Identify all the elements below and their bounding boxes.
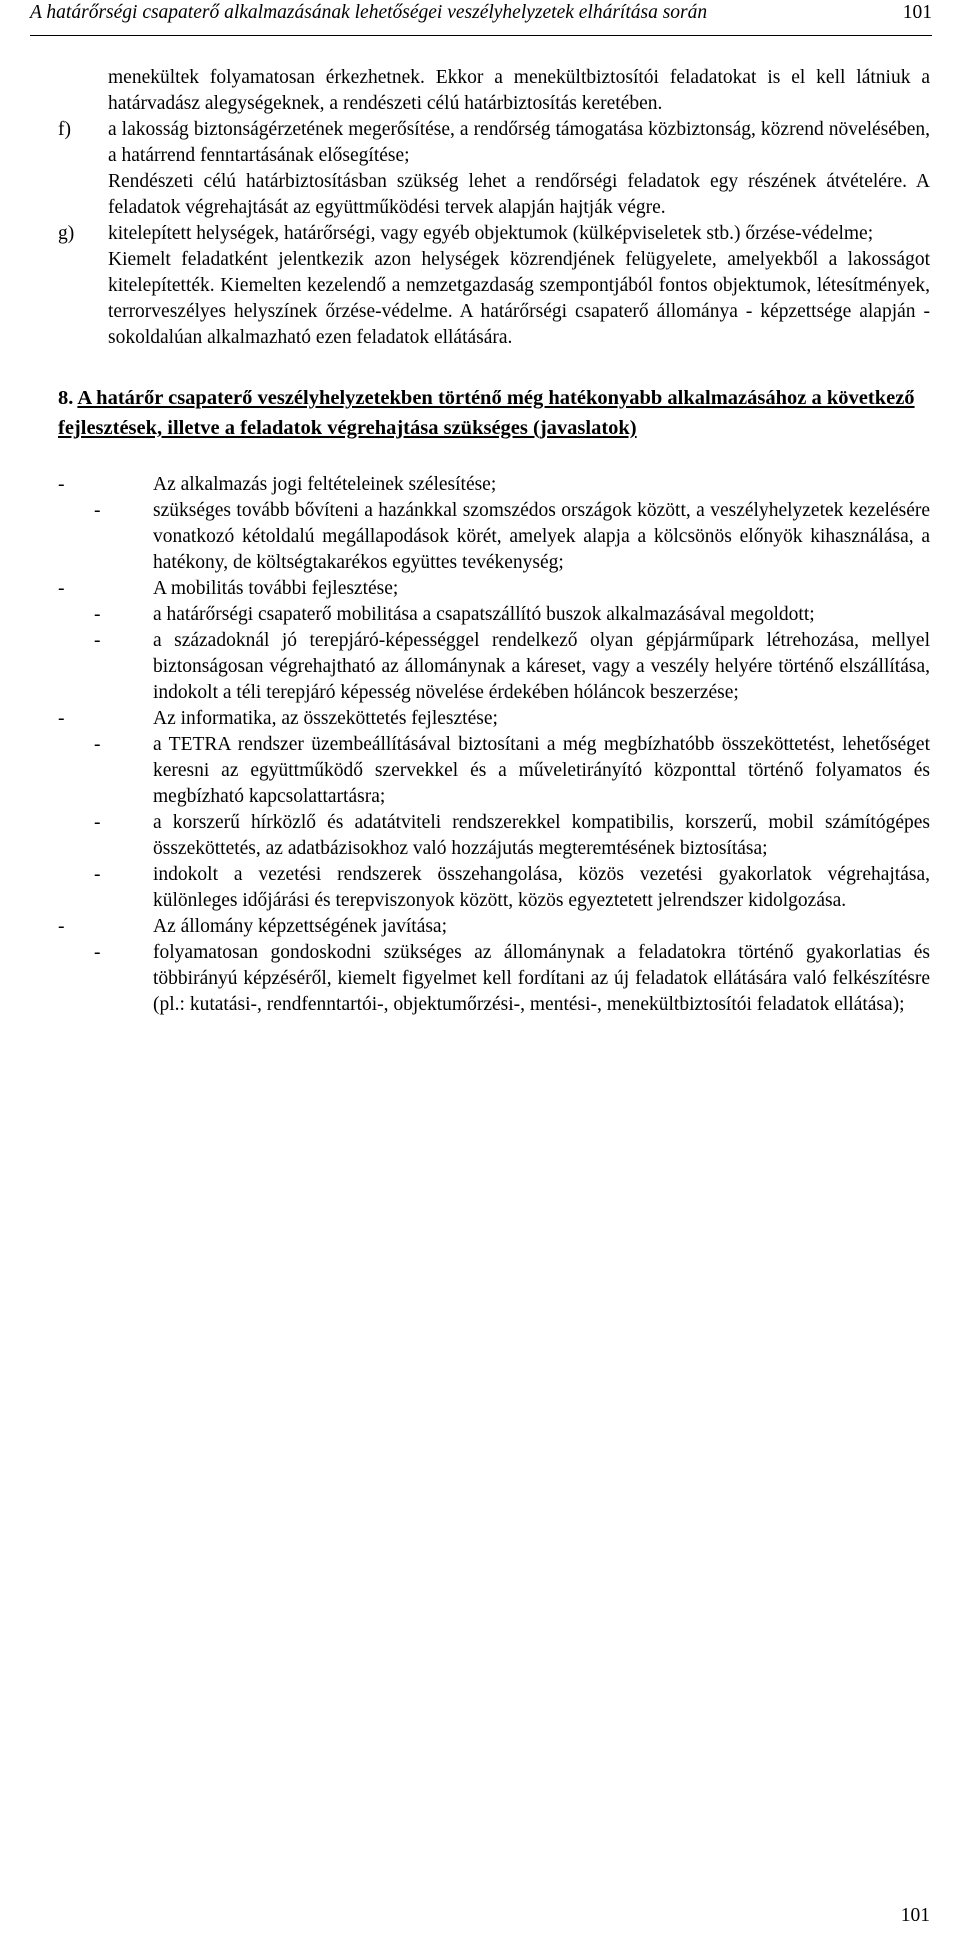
item-f-label: f)	[58, 119, 71, 140]
sub-list-item	[58, 732, 930, 810]
sub-list-dash: -	[94, 864, 101, 885]
header-page-number: 101	[902, 2, 932, 23]
sub-list-dash: -	[94, 630, 101, 651]
item-f-text: Rendészeti célú határbiztosításban szükség lehet a rendőrségi feladatok egy részének átvételére. A feladatok végrehajtását az együttműködési tervek alapján hajtják végre.	[108, 171, 930, 218]
section-number: 8.	[58, 387, 74, 409]
item-g	[58, 221, 930, 351]
sub-list-dash: -	[94, 734, 101, 755]
sub-list-item	[58, 940, 930, 1018]
section-title: A határőr csapaterő veszélyhelyzetekben történő még hatékonyabb alkalmazásához a következő fejlesztések, illetve a feladatok végrehajtása szükséges (javaslatok)	[58, 387, 915, 439]
footer-page-number: 101	[900, 1905, 930, 1926]
list-item	[58, 914, 930, 940]
item-g-label: g)	[58, 223, 75, 244]
item-f	[58, 117, 930, 221]
list-dash: -	[58, 474, 65, 495]
sub-list-dash: -	[94, 812, 101, 833]
sub-list-item	[58, 498, 930, 576]
list-item	[58, 576, 930, 602]
list-item	[58, 706, 930, 732]
sub-list-item	[58, 862, 930, 914]
item-g-title: kitelepített helységek, határőrségi, vagy egyéb objektumok (külképviseletek stb.) őrzése-védelme;	[108, 223, 874, 244]
sub-list-item-text: a korszerű hírközlő és adatátviteli rendszerekkel kompatibilis, korszerű, mobil számítógépes összeköttetés, az adatbázisokhoz való hozzájutás megteremtésének biztosítása;	[153, 812, 930, 859]
item-f-title: a lakosság biztonságérzetének megerősítése, a rendőrség támogatása közbiztonság, közrend növelésében, a határrend fenntartásának elősegítése;	[108, 119, 930, 166]
continuation-paragraph: menekültek folyamatosan érkezhetnek. Ekkor a menekültbiztosítói feladatokat is el kell látniuk a határvadász alegységeknek, a rendészeti célú határbiztosítás keretében.	[108, 67, 930, 114]
list-item-text: Az alkalmazás jogi feltételeinek szélesítése;	[153, 474, 497, 495]
running-header	[30, 0, 932, 36]
sub-list-item-text: a határőrségi csapaterő mobilitása a csapatszállító buszok alkalmazásával megoldott;	[153, 604, 815, 625]
sub-list-item-text: a TETRA rendszer üzembeállításával biztosítani a még megbízhatóbb összeköttetést, lehetőséget keresni az együttműködő szervekkel és a műveletirányító központtal történő folyamatos és megbízható kapcsolattartásra;	[153, 734, 930, 807]
recommendation-list	[58, 472, 930, 1018]
page-body	[58, 65, 958, 1018]
sub-list-dash: -	[94, 942, 101, 963]
list-item	[58, 472, 930, 498]
list-item-text: Az informatika, az összeköttetés fejlesztése;	[153, 708, 498, 729]
list-item-text: A mobilitás további fejlesztése;	[153, 578, 399, 599]
sub-list-dash: -	[94, 500, 101, 521]
section-heading	[58, 383, 930, 443]
sub-list-item	[58, 602, 930, 628]
list-dash: -	[58, 578, 65, 599]
sub-list-item-text: szükséges tovább bővíteni a hazánkkal szomszédos országok között, a veszélyhelyzetek kezelésére vonatkozó kétoldalú megállapodások körét, amelyek alapja a kölcsönös előnyök kihasználása, a hatékony, de költségtakarékos együttes tevékenység;	[153, 500, 930, 573]
sub-list-item-text: indokolt a vezetési rendszerek összehangolása, közös vezetési gyakorlatok végrehajtása, különleges időjárási és terepviszonyok között, közös egyeztetett jelrendszer kidolgozása.	[153, 864, 930, 911]
sub-list-item-text: a századoknál jó terepjáró-képességgel rendelkező olyan gépjárműpark létrehozása, mellyel biztonságosan végrehajtható az állománynak a káreset, vagy a veszély helyére történő elszállítása, indokolt a téli terepjáró képesség növelése érdekében hóláncok beszerzése;	[153, 630, 930, 703]
sub-list-item-text: folyamatosan gondoskodni szükséges az állománynak a feladatokra történő gyakorlatias és többirányú képzéséről, kiemelt figyelmet kell fordítani az új feladatok ellátására való felkészítésre (pl.: kutatási-, rendfenntartói-, objektumőrzési-, mentési-, menekültbiztosítói feladatok ellátása);	[153, 942, 930, 1015]
header-title: A határőrségi csapaterő alkalmazásának lehetőségei veszélyhelyzetek elhárítása során	[30, 2, 708, 23]
sub-list-dash: -	[94, 604, 101, 625]
list-dash: -	[58, 916, 65, 937]
sub-list-item	[58, 810, 930, 862]
item-g-text: Kiemelt feladatként jelentkezik azon helységek közrendjének felügyelete, amelyekből a lakosságot kitelepítették. Kiemelten kezelendő a nemzetgazdaság szempontjából fontos objektumok, létesítmények, terrorveszélyes helyszínek őrzése-védelme. A határőrségi csapaterő állománya - képzettsége alapján - sokoldalúan alkalmazható ezen feladatok ellátására.	[108, 249, 930, 348]
list-dash: -	[58, 708, 65, 729]
sub-list-item	[58, 628, 930, 706]
list-item-text: Az állomány képzettségének javítása;	[153, 916, 448, 937]
